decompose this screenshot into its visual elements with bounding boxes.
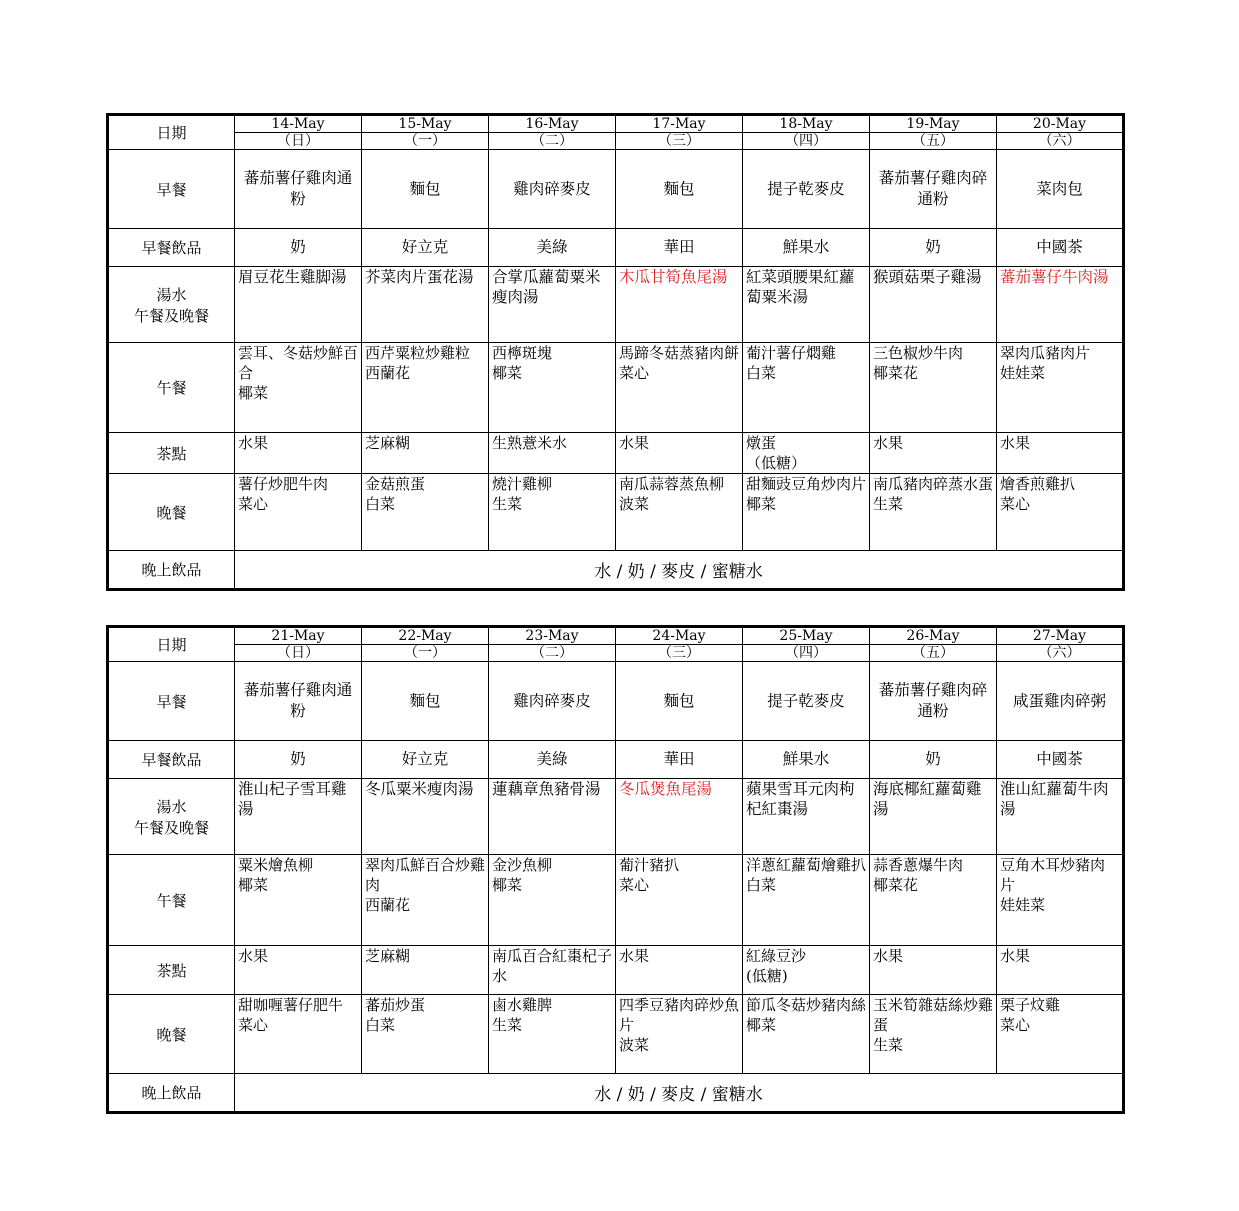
- tea-item: 生熟薏米水: [492, 434, 568, 452]
- night-drink-row: [108, 1074, 1124, 1113]
- lunch-item: 椰菜: [238, 876, 269, 894]
- tea-cell: [616, 433, 743, 474]
- breakfast-drink-cell: 奶: [235, 741, 362, 779]
- dinner-cell: [362, 474, 489, 551]
- soup-cell: 芥菜肉片蛋花湯: [362, 267, 489, 343]
- lunch-item: 粟米燴魚柳: [238, 856, 314, 874]
- dinner-item: 菜心: [1000, 1016, 1031, 1034]
- breakfast-drink-cell: 好立克: [362, 741, 489, 779]
- tea-cell: [870, 433, 997, 474]
- lunch-item: 西蘭花: [365, 896, 411, 914]
- date-cell: 25-May: [743, 627, 870, 645]
- tea-item: 芝麻糊: [365, 434, 411, 452]
- breakfast-drink-cell: 美綠: [489, 229, 616, 267]
- dinner-item: 燴香煎雞扒: [1000, 475, 1076, 493]
- lunch-row: [108, 343, 1124, 433]
- tea-cell: [362, 946, 489, 995]
- breakfast-cell: 菜肉包: [997, 150, 1124, 229]
- tea-cell: [362, 433, 489, 474]
- tea-item: 水果: [238, 947, 269, 965]
- date-label: 日期: [108, 627, 235, 662]
- dinner-item: 生菜: [873, 495, 904, 513]
- night-drink-label: 晚上飲品: [108, 551, 235, 590]
- weekday-cell: （六）: [997, 645, 1124, 662]
- tea-item: 水果: [619, 434, 650, 452]
- tea-item: 水果: [619, 947, 650, 965]
- tea-item: （低糖）: [746, 454, 807, 472]
- lunch-item: 椰菜: [238, 384, 269, 402]
- tea-item: 水果: [1000, 434, 1031, 452]
- lunch-item: 馬蹄冬菇蒸豬肉餅: [619, 344, 740, 362]
- soup-cell: 蓮藕章魚豬骨湯: [489, 779, 616, 855]
- tea-item: 紅綠豆沙: [746, 947, 807, 965]
- lunch-item: 洋蔥紅蘿蔔燴雞扒: [746, 856, 867, 874]
- dinner-item: 菜心: [238, 495, 269, 513]
- dinner-item: 薯仔炒肥牛肉: [238, 475, 329, 493]
- dinner-cell: [743, 995, 870, 1074]
- breakfast-row: [108, 150, 1124, 229]
- dinner-cell: [997, 995, 1124, 1074]
- tea-item: 水果: [873, 434, 904, 452]
- dinner-item: 生菜: [873, 1036, 904, 1054]
- breakfast-cell: 提子乾麥皮: [743, 662, 870, 741]
- tea-item: 芝麻糊: [365, 947, 411, 965]
- lunch-item: 雲耳、冬菇炒鮮百合: [238, 344, 359, 382]
- dinner-item: 波菜: [619, 495, 650, 513]
- breakfast-cell: 提子乾麥皮: [743, 150, 870, 229]
- weekday-row: [108, 133, 1124, 150]
- menu-table-week-1: [106, 113, 1125, 591]
- tea-cell: [489, 946, 616, 995]
- weekday-cell: （二）: [489, 133, 616, 150]
- lunch-cell: [997, 343, 1124, 433]
- lunch-item: 蒜香蔥爆牛肉: [873, 856, 964, 874]
- night-drink-cell: 水 / 奶 / 麥皮 / 蜜糖水: [235, 551, 1124, 590]
- night-drink-cell: 水 / 奶 / 麥皮 / 蜜糖水: [235, 1074, 1124, 1113]
- lunch-cell: [235, 343, 362, 433]
- breakfast-drink-row: [108, 741, 1124, 779]
- lunch-item: 翠肉瓜鮮百合炒雞肉: [365, 856, 486, 894]
- dinner-item: 燒汁雞柳: [492, 475, 553, 493]
- weekday-cell: （四）: [743, 133, 870, 150]
- soup-label-line: 午餐及晚餐: [133, 306, 209, 325]
- dinner-cell: [616, 474, 743, 551]
- tea-item: 水果: [1000, 947, 1031, 965]
- lunch-label: 午餐: [108, 855, 235, 946]
- tea-cell: [235, 946, 362, 995]
- tea-cell: [997, 946, 1124, 995]
- tea-cell: [616, 946, 743, 995]
- lunch-item: 菜心: [619, 364, 650, 382]
- breakfast-cell: 蕃茄薯仔雞肉碎通粉: [870, 150, 997, 229]
- soup-cell: 淮山紅蘿蔔牛肉湯: [997, 779, 1124, 855]
- dinner-item: 椰菜: [746, 1016, 777, 1034]
- date-cell: 27-May: [997, 627, 1124, 645]
- lunch-item: 椰菜花: [873, 876, 919, 894]
- lunch-item: 葡汁豬扒: [619, 856, 680, 874]
- soup-cell: 眉豆花生雞脚湯: [235, 267, 362, 343]
- breakfast-cell: 麵包: [362, 662, 489, 741]
- soup-row: [108, 267, 1124, 343]
- date-cell: 20-May: [997, 115, 1124, 133]
- soup-cell: 冬瓜粟米瘦肉湯: [362, 779, 489, 855]
- soup-row: [108, 779, 1124, 855]
- date-label: 日期: [108, 115, 235, 150]
- dinner-cell: [616, 995, 743, 1074]
- dinner-item: 四季豆豬肉碎炒魚片: [619, 996, 740, 1034]
- tea-cell: [235, 433, 362, 474]
- dinner-cell: [362, 995, 489, 1074]
- breakfast-drink-cell: 鮮果水: [743, 229, 870, 267]
- dinner-item: 節瓜冬菇炒豬肉絲: [746, 996, 867, 1014]
- breakfast-row: [108, 662, 1124, 741]
- lunch-item: 三色椒炒牛肉: [873, 344, 964, 362]
- weekday-cell: （二）: [489, 645, 616, 662]
- dinner-cell: [870, 995, 997, 1074]
- dinner-label: 晚餐: [108, 474, 235, 551]
- tea-item: 水果: [873, 947, 904, 965]
- breakfast-drink-cell: 中國茶: [997, 229, 1124, 267]
- dinner-item: 椰菜: [746, 495, 777, 513]
- lunch-item: 娃娃菜: [1000, 364, 1046, 382]
- lunch-label: 午餐: [108, 343, 235, 433]
- soup-cell: 木瓜甘筍魚尾湯: [616, 267, 743, 343]
- dinner-item: 金菇煎蛋: [365, 475, 426, 493]
- soup-cell: 合掌瓜蘿蔔粟米瘦肉湯: [489, 267, 616, 343]
- breakfast-label: 早餐: [108, 150, 235, 229]
- lunch-cell: [997, 855, 1124, 946]
- weekday-cell: （三）: [616, 133, 743, 150]
- lunch-cell: [235, 855, 362, 946]
- date-cell: 18-May: [743, 115, 870, 133]
- dinner-cell: [489, 474, 616, 551]
- weekday-row: [108, 645, 1124, 662]
- weekday-cell: （四）: [743, 645, 870, 662]
- lunch-cell: [362, 855, 489, 946]
- soup-cell: 蘋果雪耳元肉枸杞紅棗湯: [743, 779, 870, 855]
- tea-item: 燉蛋: [746, 434, 777, 452]
- tea-cell: [489, 433, 616, 474]
- breakfast-drink-cell: 美綠: [489, 741, 616, 779]
- dinner-cell: [235, 474, 362, 551]
- soup-label: [108, 779, 235, 855]
- dinner-item: 菜心: [238, 1016, 269, 1034]
- weekday-cell: （日）: [235, 645, 362, 662]
- date-cell: 26-May: [870, 627, 997, 645]
- dinner-item: 甜麵豉豆角炒肉片: [746, 475, 867, 493]
- dinner-row: [108, 995, 1124, 1074]
- tea-label: 茶點: [108, 433, 235, 474]
- soup-label-line: 湯水: [156, 285, 187, 304]
- breakfast-drink-cell: 中國茶: [997, 741, 1124, 779]
- lunch-cell: [870, 855, 997, 946]
- tea-item: 水果: [238, 434, 269, 452]
- date-cell: 24-May: [616, 627, 743, 645]
- date-cell: 14-May: [235, 115, 362, 133]
- lunch-item: 葡汁薯仔燜雞: [746, 344, 837, 362]
- soup-cell: 紅菜頭腰果紅蘿蔔粟米湯: [743, 267, 870, 343]
- breakfast-label: 早餐: [108, 662, 235, 741]
- date-row: [108, 115, 1124, 133]
- date-cell: 22-May: [362, 627, 489, 645]
- dinner-label: 晚餐: [108, 995, 235, 1074]
- dinner-item: 南瓜豬肉碎蒸水蛋: [873, 475, 994, 493]
- breakfast-drink-cell: 華田: [616, 741, 743, 779]
- breakfast-drink-label: 早餐飲品: [108, 741, 235, 779]
- lunch-cell: [870, 343, 997, 433]
- dinner-item: 玉米筍雜菇絲炒雞蛋: [873, 996, 994, 1034]
- breakfast-drink-label: 早餐飲品: [108, 229, 235, 267]
- lunch-item: 娃娃菜: [1000, 896, 1046, 914]
- breakfast-drink-cell: 華田: [616, 229, 743, 267]
- tea-cell: [997, 433, 1124, 474]
- dinner-item: 甜咖喱薯仔肥牛: [238, 996, 344, 1014]
- weekday-cell: （一）: [362, 133, 489, 150]
- dinner-item: 鹵水雞脾: [492, 996, 553, 1014]
- soup-cell: 猴頭菇栗子雞湯: [870, 267, 997, 343]
- lunch-item: 翠肉瓜豬肉片: [1000, 344, 1091, 362]
- lunch-cell: [743, 855, 870, 946]
- date-cell: 23-May: [489, 627, 616, 645]
- weekday-cell: （五）: [870, 645, 997, 662]
- breakfast-drink-cell: 好立克: [362, 229, 489, 267]
- dinner-item: 蕃茄炒蛋: [365, 996, 426, 1014]
- soup-label-line: 午餐及晚餐: [133, 818, 209, 837]
- lunch-item: 白菜: [746, 364, 777, 382]
- date-cell: 19-May: [870, 115, 997, 133]
- date-cell: 15-May: [362, 115, 489, 133]
- dinner-cell: [870, 474, 997, 551]
- breakfast-cell: 麵包: [616, 150, 743, 229]
- dinner-item: 栗子炆雞: [1000, 996, 1061, 1014]
- breakfast-cell: 蕃茄薯仔雞肉通粉: [235, 662, 362, 741]
- lunch-item: 豆角木耳炒豬肉片: [1000, 856, 1106, 894]
- night-drink-label: 晚上飲品: [108, 1074, 235, 1113]
- lunch-item: 椰菜花: [873, 364, 919, 382]
- dinner-item: 南瓜蒜蓉蒸魚柳: [619, 475, 725, 493]
- breakfast-drink-cell: 奶: [870, 741, 997, 779]
- dinner-cell: [743, 474, 870, 551]
- tea-row: [108, 946, 1124, 995]
- menu-table-week-2: [106, 625, 1125, 1114]
- lunch-item: 金沙魚柳: [492, 856, 553, 874]
- date-cell: 16-May: [489, 115, 616, 133]
- dinner-row: [108, 474, 1124, 551]
- lunch-cell: [743, 343, 870, 433]
- breakfast-cell: 咸蛋雞肉碎粥: [997, 662, 1124, 741]
- breakfast-cell: 蕃茄薯仔雞肉碎通粉: [870, 662, 997, 741]
- tea-cell: [743, 433, 870, 474]
- lunch-cell: [489, 343, 616, 433]
- night-drink-row: [108, 551, 1124, 590]
- soup-label-line: 湯水: [156, 797, 187, 816]
- weekday-cell: （日）: [235, 133, 362, 150]
- lunch-item: 西檸斑塊: [492, 344, 553, 362]
- weekday-cell: （六）: [997, 133, 1124, 150]
- breakfast-drink-cell: 奶: [235, 229, 362, 267]
- dinner-item: 波菜: [619, 1036, 650, 1054]
- lunch-item: 椰菜: [492, 364, 523, 382]
- lunch-item: 西芹粟粒炒雞粒: [365, 344, 471, 362]
- lunch-cell: [362, 343, 489, 433]
- breakfast-drink-row: [108, 229, 1124, 267]
- lunch-row: [108, 855, 1124, 946]
- lunch-cell: [616, 855, 743, 946]
- dinner-item: 白菜: [365, 1016, 396, 1034]
- breakfast-cell: 麵包: [362, 150, 489, 229]
- tea-item: (低糖): [746, 967, 788, 985]
- soup-cell: 淮山杞子雪耳雞湯: [235, 779, 362, 855]
- lunch-cell: [616, 343, 743, 433]
- dinner-cell: [997, 474, 1124, 551]
- date-cell: 17-May: [616, 115, 743, 133]
- breakfast-drink-cell: 鮮果水: [743, 741, 870, 779]
- weekday-cell: （五）: [870, 133, 997, 150]
- breakfast-drink-cell: 奶: [870, 229, 997, 267]
- dinner-cell: [489, 995, 616, 1074]
- soup-cell: 海底椰紅蘿蔔雞湯: [870, 779, 997, 855]
- tea-label: 茶點: [108, 946, 235, 995]
- breakfast-cell: 雞肉碎麥皮: [489, 150, 616, 229]
- lunch-item: 椰菜: [492, 876, 523, 894]
- lunch-cell: [489, 855, 616, 946]
- weekday-cell: （三）: [616, 645, 743, 662]
- date-row: [108, 627, 1124, 645]
- dinner-item: 白菜: [365, 495, 396, 513]
- breakfast-cell: 雞肉碎麥皮: [489, 662, 616, 741]
- tea-cell: [870, 946, 997, 995]
- date-cell: 21-May: [235, 627, 362, 645]
- soup-cell: 冬瓜煲魚尾湯: [616, 779, 743, 855]
- breakfast-cell: 蕃茄薯仔雞肉通粉: [235, 150, 362, 229]
- soup-label: [108, 267, 235, 343]
- lunch-item: 西蘭花: [365, 364, 411, 382]
- lunch-item: 白菜: [746, 876, 777, 894]
- dinner-item: 生菜: [492, 1016, 523, 1034]
- dinner-item: 生菜: [492, 495, 523, 513]
- weekday-cell: （一）: [362, 645, 489, 662]
- dinner-cell: [235, 995, 362, 1074]
- tea-cell: [743, 946, 870, 995]
- breakfast-cell: 麵包: [616, 662, 743, 741]
- tea-item: 南瓜百合紅棗杞子水: [492, 947, 613, 985]
- dinner-item: 菜心: [1000, 495, 1031, 513]
- soup-cell: 蕃茄薯仔牛肉湯: [997, 267, 1124, 343]
- tea-row: [108, 433, 1124, 474]
- lunch-item: 菜心: [619, 876, 650, 894]
